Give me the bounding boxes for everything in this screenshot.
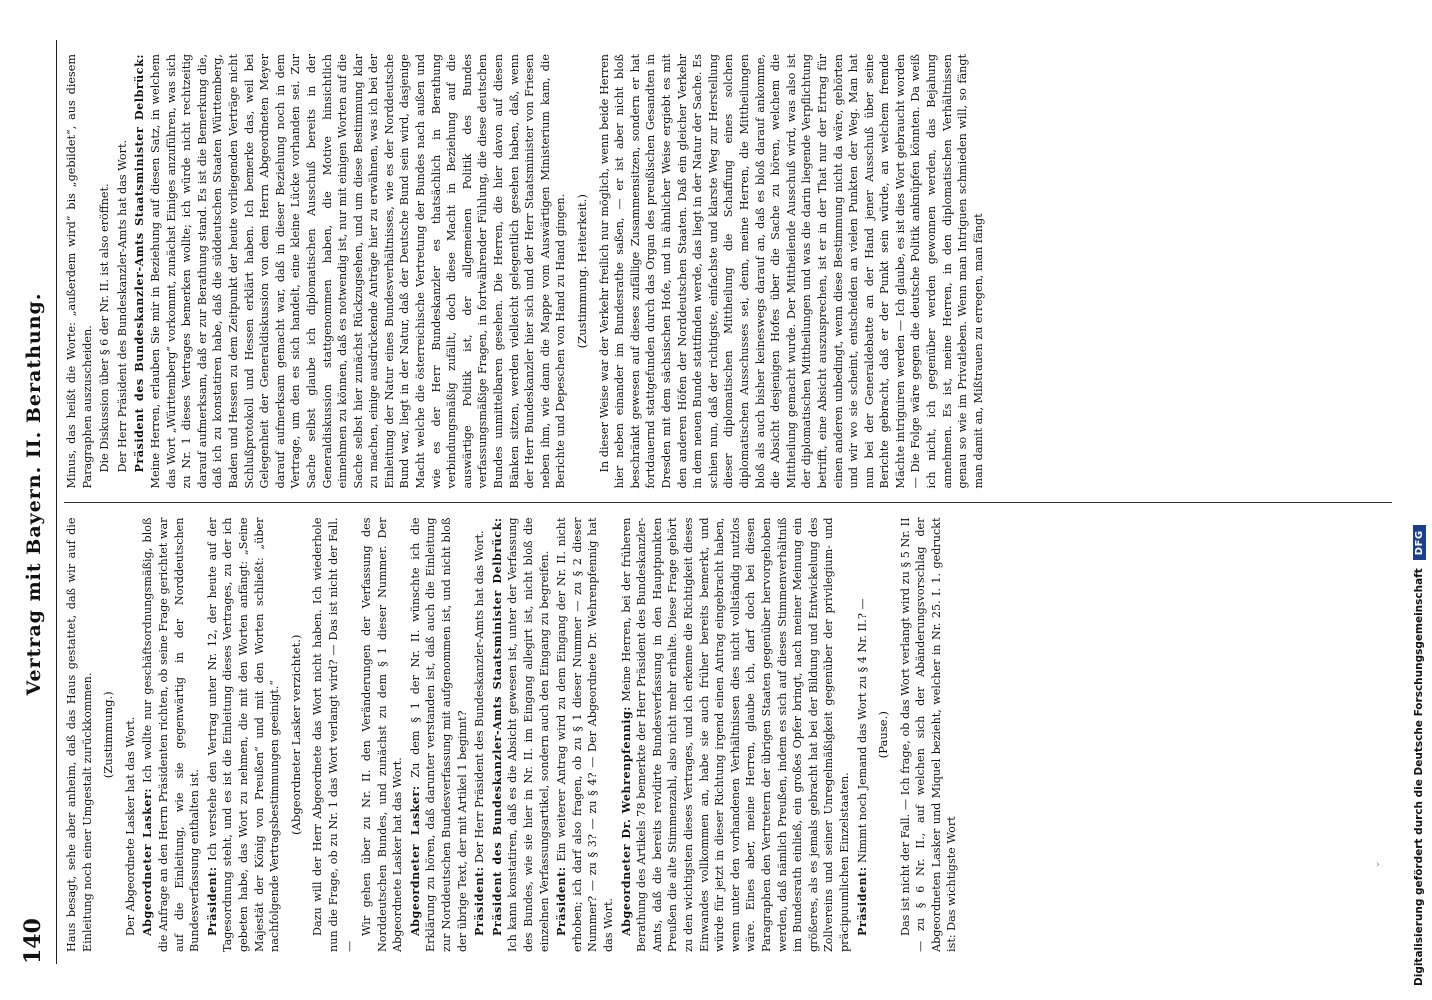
page-title: Vertrag mit Bayern. II. Berathung. (23, 292, 45, 696)
speaker-name: Abgeordneter Dr. Wehrenpfennig: (618, 706, 633, 936)
stage-direction: (Zustimmung.) (101, 691, 116, 779)
text-columns (64, 40, 1392, 966)
speaker-name: Abgeordneter Lasker: (407, 785, 422, 936)
stage-direction: (Pause.) (876, 711, 891, 759)
left-column (64, 503, 1392, 967)
text-paragraph: Dazu will der Herr Abgeordnete das Wort nicht haben. Ich wiederhole nun die Frage, ob zu Nr. 1 das Wort verlangt wird? — Das ist nicht der Fall. — (311, 517, 356, 952)
dfg-credit-text: Digitalisierung gefördert durch die Deutsche Forschungsgemeinschaft (1413, 568, 1425, 986)
speech-text: Ich kann konstatiren, daß es die Absicht gewesen ist, unter der Verfassung des Bundes, wie sie hier in Nr. II. im Eingang allegirt ist, nicht bloß die einzelnen Verfassungsartikel, sondern auch den Eingang zu begreifen. (506, 517, 551, 952)
speech-text: Der Herr Präsident des Bundeskanzler-Amts hat das Wort. (473, 530, 487, 863)
speech-text: Ich verstehe den Vertrag unter Nr. 12, der heute auf der Tagesordnung steht, und es ist die Einleitung dieses Vertrages, zu der ich gebeten habe, das Wort zu nehmen, die mit den Worten anfängt: „Seine Majestät der König von Preußen“ und mit den Worten schließt: „über nachfolgende Vertragsbestimmungen geeinigt.“ (205, 517, 282, 952)
running-head (20, 40, 57, 964)
right-column (64, 40, 1392, 503)
text-paragraph: Der Herr Präsident des Bundeskanzler-Amts hat das Wort. (115, 139, 129, 473)
speech-text: Meine Herren, erlauben Sie mir in Beziehung auf diesen Satz, in welchem das Wort „Württemberg“ vorkommt, zunächst Einiges anzuführen, was sich zu Nr. 1 dieses Vertrages bemerken wollte; ich würde nicht rechtzeitig darauf aufmerksam, daß er zur Berathung stand. Es ist die Bemerkung die, daß ich zu konstatiren habe, daß die süddeutschen Staaten Württemberg, Baden und Hessen zu dem Zeitpunkt der heute vorliegenden Verträge nicht Schlußprotokoll und Hessen erklärt haben. Ich bemerke das, weil bei Gelegenheit der Generaldiskussion von dem Herrn Abgeordneten Meyer darauf aufmerksam gemacht war, daß in dieser Beziehung noch in dem Vertrage, um den es sich handelt, eine kleine Lücke vorhanden sei. Zur Sache selbst glaube ich diplomatischen Ausschuß bereits in der Generaldiskussion stattgenommen haben, die Motive hinsichtlich einnehmen zu können, daß es notwendig ist, nur mit einigen Worten auf die Sache selbst hier zunächst Rückzugsehen, und um diese Bestimmung klar zu machen, einige ausdrückende Anträge hier zu erwähnen, was ich bei der Einleitung der Natur eines Bundesverhältnisses, wie es der Norddeutsche Bund war, liegt in der Natur, daß der Deutsche Bund sein wird, dasjenige Macht welche die österreichische Vertretung der Bundes nach außen und wie es der Herr Bundeskanzler es thatsächlich in Berathung verbindungsmäßig zufällt, doch diese Macht in Beziehung auf die auswärtige Politik ist, der allgemeinen Politik des Bundes verfassungsmäßige Fragen, in fortwährender Fühlung, die diese deutschen Bundes unmittelbaren gesehen. Die Herren, die hier davon auf diesen Bänken sitzen, werden vielleicht gelegentlich gesehen haben, daß, wenn der Herr Bundeskanzler hier sich und der Herr Staatsminister von Friesen neben ihm, wie dann die Mappe vom Auswärtigen Ministerium kam, die Berichte und Depeschen von Hand zu Hand gingen. (148, 54, 568, 489)
speaker-name: Präsident: (204, 866, 219, 936)
speech-text: Meine Herren, bei der früheren Berathung des Artikels 78 bemerkte der Herr Präsident des Bundeskanzler-Amts, daß die bereits revidirte Bundesverfassung in den Hauptpunkten Preußen die alte Stimmenzahl, also nicht mehr erhalte. Diese Frage gehört zu den wichtigsten dieses Vertrages, und ich erkenne die Richtigkeit dieses Einwandes vollkommen an, habe sie auch früher bereits bemerkt, und würde für jetzt in dieser Richtung irgend einen Antrag eingebracht haben, wenn unter den vorhandenen Verhältnissen dies nicht vollständig nutzlos wäre. Eines aber, meine Herren, glaube ich, darf doch bei diesen Paragraphen den Vertretern der übrigen Staaten gegenüber hervorgehoben werden, daß nämlich Preußen, indem es sich auf dieses Stimmenverhältniß im Bundesrath einließ, ein großes Opfer bringt, nach meiner Meinung ein größeres, als es jemals gebracht hat bei der Bildung und Entwickelung des Zollvereins und seiner Unregelmäßigkeit gegenüber der privilegium- und präcipuumlichen Einzelstaaten. (619, 517, 851, 952)
text-paragraph: Der Abgeordnete Lasker hat das Wort. (123, 716, 137, 936)
gutter-mark: › (1376, 860, 1380, 870)
speaker-name: Präsident des Bundeskanzler-Amts Staatsminister Delbrück: (489, 517, 504, 936)
text-paragraph: Haus besagt, sehe aber anheim, daß das Haus gestattet, daß wir auf die Einleitung noch einer Umgestalt zurückkommen. (65, 517, 94, 952)
speaker-name: Präsident: (554, 866, 569, 936)
speaker-name: Präsident: (472, 866, 487, 936)
text-paragraph: Die Diskussion über § 6 der Nr. II. ist also eröffnet. (98, 183, 112, 473)
text-paragraph: Minus, das heißt die Worte: „außerdem wird“ bis „gebildet“, aus diesem Paragraphen auszuscheiden. (65, 54, 94, 489)
stage-direction: (Zustimmung. Heiterkeit.) (575, 194, 589, 349)
text-paragraph: In dieser Weise war der Verkehr freilich nur möglich, wenn beide Herren hier neben einander im Bundesrathe saßen, — er ist aber nicht bloß beschränkt gewesen auf dieses zufällige Zusammensitzen, sondern er hat fortdauernd stattgefunden durch das Organ des preußischen Gesandten in Dresden mit dem sächsischen Hofe, und in ähnlicher Weise ergiebt es mit den anderen Höfen der Norddeutschen Staaten. Daß ein gleicher Verkehr in dem neuen Bunde stattfinden werde, das liegt in der Natur der Sache. Es schien nun, daß der richtigste, einfachste und klarste Weg zur Herstellung dieser diplomatischen Mittheilung die Schaffung eines solchen diplomatischen Ausschusses sei, denn, meine Herren, die Mittheilungen bloß als auch bisher keineswegs darauf an, daß es bloß darauf ankomme, die Absicht desjenigen Hofes über die Sache zu hören, welchem die Mittheilung gemacht wurde. Der Mittheilende Ausschuß wird, was also ist der diplomatischen Mittheilungen und was die darin liegende Verpflichtung betrifft, eine Absicht auszusprechen, ist er in der That nur der Ertrag für einen anderen unbedingt, wenn diese Bestimmung nicht da wäre, gehörten und wir wo sie scheint, entscheiden an vielen Punkten der Weg. Man hat nun bei der Generaldebatte an der Hand jener Ausschuß über seine Berichte gebracht, daß er der Punkt sein würde, an welchem fremde Mächte intriguiren werden — Ich glaube, es ist dies Wort gebraucht worden — Die Folge wäre gegen die deutsche Politik anknüpfen könnten. Da weiß ich nicht, ich gegenüber werden gewonnen werden, das Bejahung annehmen. Es ist, meine Herren, in den diplomatischen Verhältnissen genau so wie im Privatleben. Wenn man Intriguen schmieden will, so fängt man damit an, Mißtrauen zu erregen, man fängt (597, 54, 985, 489)
speech-paragraph (408, 518, 470, 953)
speech-paragraph (140, 518, 202, 953)
speech-text: Ich wollte nur geschäftsordnungsmäßig, bloß die Anfrage an den Herrn Präsidenten richten, ob seine Frage gerichtet war auf die Einleitung, wie sie gegenwärtig in der Norddeutschen Bundesverfassung enthalten ist. (141, 517, 202, 952)
dfg-logo: DFG (1413, 525, 1426, 560)
speech-paragraph (472, 518, 488, 953)
speech-paragraph (132, 54, 569, 489)
speaker-name: Abgeordneter Lasker: (140, 788, 155, 936)
speaker-name: Präsident: (854, 866, 869, 936)
dfg-credit-strip (1408, 0, 1430, 1000)
speech-text: Nimmt noch Jemand das Wort zu § 4 Nr. II.? — (855, 598, 869, 863)
speech-paragraph (619, 518, 853, 953)
speech-paragraph (490, 518, 552, 953)
stage-direction: (Abgeordneter Lasker verzichtet.) (288, 634, 303, 835)
speech-paragraph (554, 518, 616, 953)
text-paragraph: Wir gehen über zu Nr. II. den Veränderungen der Verfassung des Norddeutschen Bundes, und zunächst zu dem § 1 dieser Nummer. Der Abgeordnete Lasker hat das Wort. (360, 517, 405, 952)
page-number: 140 (20, 918, 46, 964)
speech-paragraph (205, 518, 283, 953)
text-paragraph: Das ist nicht der Fall. — Ich frage, ob das Wort verlangt wird zu § 5 Nr. II — zu § 6 Nr. II., auf welchen sich der Abänderungsvorschlag der Abgeordneten Lasker und Miquel bezieht, welcher in Nr. 25. I. 1. gedruckt ist: Das wichtigste Wort (898, 517, 959, 952)
speech-paragraph (855, 518, 871, 953)
speaker-name: Präsident des Bundeskanzler-Amts Staatsminister Delbrück: (132, 54, 147, 473)
speech-text: Ein weiterer Antrag wird zu dem Eingang der Nr. II. nicht erhoben; ich darf also fragen, ob zu § 1 dieser Nummer — zu § 2 dieser Nummer? — zu § 3? — zu § 4? — Der Abgeordnete Dr. Wehrenpfennig hat das Wort. (555, 517, 615, 952)
speech-text: Zu dem § 1 der Nr. II. wünschte ich die Erklärung zu hören, daß darunter verstanden ist, daß auch die Einleitung zur Norddeutschen Bundesverfassung mit aufgenommen ist, und nicht bloß der übrige Text, der mit Artikel 1 beginnt? (408, 517, 469, 952)
